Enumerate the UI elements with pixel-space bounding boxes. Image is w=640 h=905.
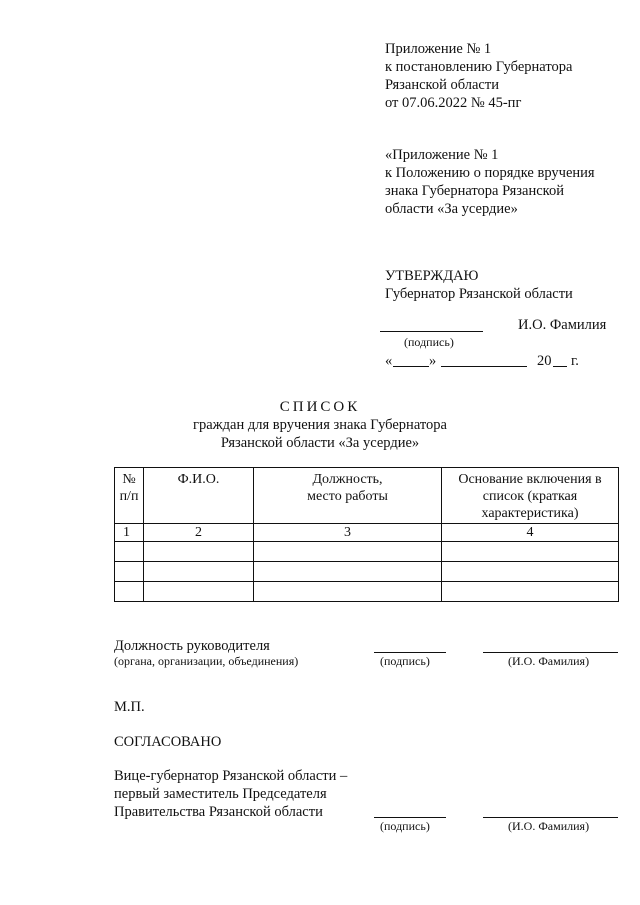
vice-line2: первый заместитель Председателя — [114, 786, 327, 802]
approval-heading: УТВЕРЖДАЮ — [385, 268, 479, 284]
header-number-l1: № — [122, 472, 136, 487]
header-number-l2: п/п — [119, 489, 139, 504]
table-cell — [254, 582, 442, 602]
attachment1-line2: к постановлению Губернатора — [385, 59, 573, 75]
attachment-block-1 — [385, 40, 572, 112]
table-cell: 1 — [115, 524, 144, 542]
table-cell — [144, 542, 254, 562]
date-year-prefix: 20 — [537, 353, 552, 369]
approval-position: Губернатор Рязанской области — [385, 286, 573, 302]
head-name-caption: (И.О. Фамилия) — [508, 654, 590, 668]
citizens-list-table — [114, 467, 619, 602]
title-line2: граждан для вручения знака Губернатора — [193, 417, 447, 433]
date-quote-open: « — [385, 353, 393, 369]
table-cell — [144, 582, 254, 602]
head-signature-line — [374, 652, 446, 653]
attachment2-line3: знака Губернатора Рязанской — [385, 183, 564, 199]
approval-name: И.О. Фамилия — [518, 317, 607, 333]
document-title — [0, 398, 640, 452]
header-reason-l1: Основание включения в — [458, 472, 602, 487]
head-name-line — [483, 652, 618, 653]
vice-signature-line — [374, 817, 446, 818]
header-reason-l3: характеристика) — [481, 506, 579, 521]
table-cell: 3 — [254, 524, 442, 542]
attachment2-line2: к Положению о порядке вручения — [385, 165, 595, 181]
agreed-heading: СОГЛАСОВАНО — [114, 734, 222, 750]
header-fio-l1: Ф.И.О. — [177, 472, 220, 487]
table-row — [115, 582, 619, 602]
table-cell — [144, 562, 254, 582]
vice-signature-caption: (подпись) — [380, 819, 430, 833]
header-cell-number — [115, 468, 144, 524]
vice-name-caption: (И.О. Фамилия) — [508, 819, 590, 833]
date-day-blank — [393, 366, 429, 367]
table-cell — [254, 542, 442, 562]
head-signature-caption: (подпись) — [380, 654, 430, 668]
vice-line1: Вице-губернатор Рязанской области – — [114, 768, 348, 784]
table-cell: 2 — [144, 524, 254, 542]
attachment2-line4: области «За усердие» — [385, 201, 518, 217]
vice-name-line — [483, 817, 618, 818]
header-cell-position — [254, 468, 442, 524]
attachment1-line3: Рязанской области — [385, 77, 499, 93]
table-cell: 4 — [442, 524, 619, 542]
title-line3: Рязанской области «За усердие» — [220, 435, 420, 451]
date-year-suffix: г. — [571, 353, 579, 369]
header-position-l2: место работы — [307, 489, 388, 504]
title-main: СПИСОК — [279, 399, 361, 415]
attachment1-line4: от 07.06.2022 № 45-пг — [385, 95, 522, 111]
header-cell-fio — [144, 468, 254, 524]
head-position-title: Должность руководителя — [114, 638, 270, 654]
attachment2-line1: «Приложение № 1 — [385, 147, 499, 163]
table-cell — [115, 562, 144, 582]
head-position-subtitle: (органа, организации, объединения) — [114, 654, 299, 668]
table-numbering-row — [115, 524, 619, 542]
attachment1-line1: Приложение № 1 — [385, 41, 492, 57]
table-cell — [254, 562, 442, 582]
vice-governor-block — [114, 767, 347, 821]
approval-signature-caption: (подпись) — [404, 335, 454, 349]
attachment-block-2 — [385, 146, 595, 218]
table-cell — [442, 542, 619, 562]
table-row — [115, 562, 619, 582]
header-position-l1: Должность, — [312, 472, 383, 487]
header-reason-l2: список (краткая — [482, 489, 578, 504]
table-header-row — [115, 468, 619, 524]
stamp-place: М.П. — [114, 699, 145, 715]
date-month-blank — [441, 366, 527, 367]
table-cell — [115, 542, 144, 562]
vice-line3: Правительства Рязанской области — [114, 804, 323, 820]
approval-date-line — [385, 352, 605, 370]
table-cell — [442, 562, 619, 582]
table-row — [115, 542, 619, 562]
date-quote-close: » — [429, 353, 437, 369]
table-cell — [115, 582, 144, 602]
date-year-blank — [553, 366, 567, 367]
approval-block — [385, 267, 573, 303]
table-cell — [442, 582, 619, 602]
approval-signature-line — [380, 331, 483, 332]
header-cell-reason — [442, 468, 619, 524]
